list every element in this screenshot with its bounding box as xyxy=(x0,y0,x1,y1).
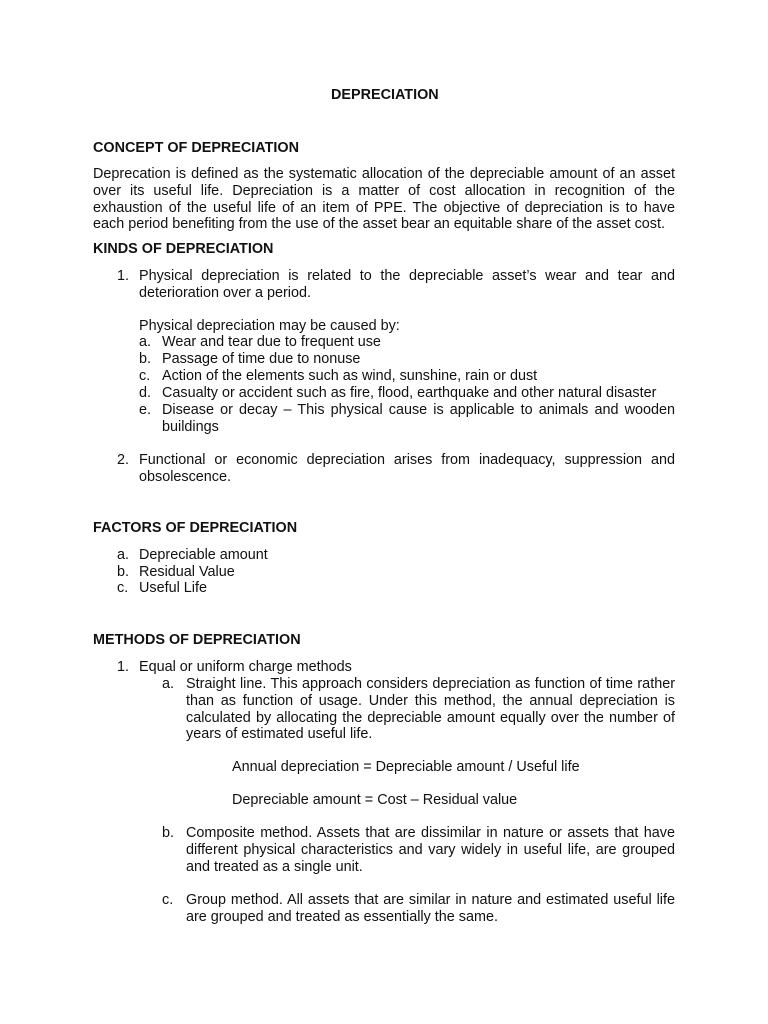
method-sub-text: Group method. All assets that are similar in nature and estimated useful life are grouped and treated as essentially the same. xyxy=(186,892,675,925)
methods-item-1-text: Equal or uniform charge methods xyxy=(139,659,352,675)
concept-heading: CONCEPT OF DEPRECIATION xyxy=(93,140,300,156)
document-title: DEPRECIATION xyxy=(331,87,439,103)
method-sub-letter: c. xyxy=(162,892,174,908)
methods-heading: METHODS OF DEPRECIATION xyxy=(93,632,301,648)
factor-text: Residual Value xyxy=(139,564,235,580)
factors-heading: FACTORS OF DEPRECIATION xyxy=(93,520,298,536)
cause-letter: c. xyxy=(139,368,151,384)
cause-letter: b. xyxy=(139,351,152,367)
factor-letter: a. xyxy=(117,547,130,563)
factor-letter: b. xyxy=(117,564,130,580)
kinds-item-1-number: 1. xyxy=(117,268,130,284)
cause-text: Passage of time due to nonuse xyxy=(162,351,361,367)
factor-letter: c. xyxy=(117,580,129,596)
cause-letter: a. xyxy=(139,334,152,350)
method-sub-letter: b. xyxy=(162,825,175,841)
factor-text: Depreciable amount xyxy=(139,547,268,563)
concept-paragraph: Deprecation is defined as the systematic allocation of the depreciable amount of an asset over its useful life. Depreciation is a matter of cost allocation in recognition of the exhaustion of the useful life of an item of PPE. The objective of depreciation is to have each period benefiting from the use of the asset bear an equitable share of the asset cost. xyxy=(93,166,675,233)
cause-text: Disease or decay – This physical cause is applicable to animals and wooden buildings xyxy=(162,402,675,435)
cause-letter: d. xyxy=(139,385,152,401)
cause-text: Casualty or accident such as fire, flood, earthquake and other natural disaster xyxy=(162,385,657,401)
cause-letter: e. xyxy=(139,402,152,418)
cause-text: Wear and tear due to frequent use xyxy=(162,334,381,350)
cause-text: Action of the elements such as wind, sunshine, rain or dust xyxy=(162,368,538,384)
formula-annual-depreciation: Annual depreciation = Depreciable amount / Useful life xyxy=(232,759,580,775)
kinds-item-2-number: 2. xyxy=(117,452,130,468)
methods-item-1-number: 1. xyxy=(117,659,130,675)
kinds-caused-by-label: Physical depreciation may be caused by: xyxy=(139,318,400,334)
factor-text: Useful Life xyxy=(139,580,207,596)
method-sub-text: Composite method. Assets that are dissimilar in nature or assets that have different physical characteristics and vary widely in useful life, are grouped and treated as a single unit. xyxy=(186,825,675,875)
kinds-item-1-text: Physical depreciation is related to the depreciable asset’s wear and tear and deterioration over a period. xyxy=(139,268,675,301)
kinds-heading: KINDS OF DEPRECIATION xyxy=(93,241,274,257)
formula-depreciable-amount: Depreciable amount = Cost – Residual value xyxy=(232,792,518,808)
method-sub-text: Straight line. This approach considers depreciation as function of time rather than as function of usage. Under this method, the annual depreciation is calculated by allocating the depreciable amount equally over the number of years of estimated useful life. xyxy=(186,676,675,743)
kinds-item-2-text: Functional or economic depreciation arises from inadequacy, suppression and obsolescence. xyxy=(139,452,675,485)
method-sub-letter: a. xyxy=(162,676,175,692)
